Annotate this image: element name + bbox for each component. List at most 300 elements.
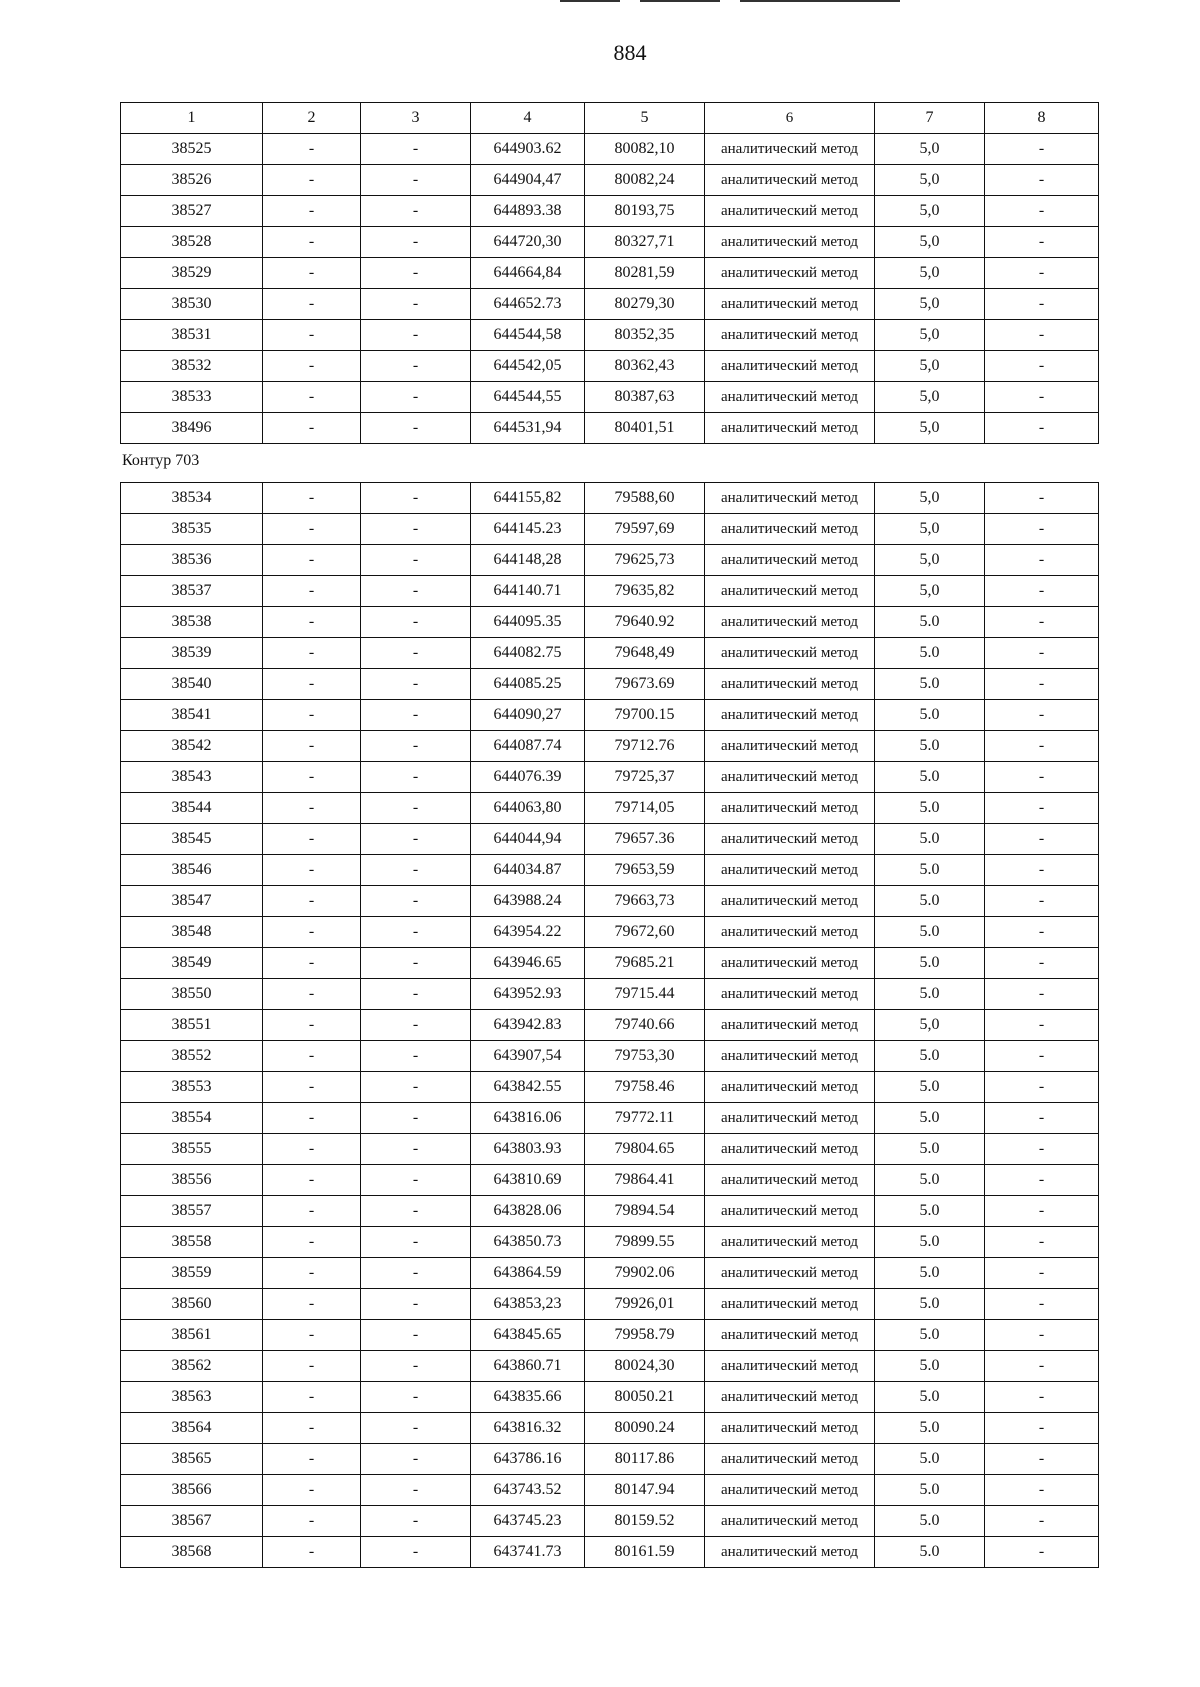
table-cell: аналитический метод bbox=[705, 1475, 875, 1506]
table-cell: - bbox=[263, 514, 361, 545]
table-cell: - bbox=[263, 134, 361, 165]
table-row bbox=[121, 483, 1099, 514]
table-cell: - bbox=[263, 1320, 361, 1351]
table-cell: аналитический метод bbox=[705, 1320, 875, 1351]
table-cell: 80050.21 bbox=[585, 1382, 705, 1413]
coordinates-table bbox=[120, 102, 1099, 444]
table-cell: - bbox=[985, 1103, 1099, 1134]
table-cell: - bbox=[985, 917, 1099, 948]
table-cell: - bbox=[361, 886, 471, 917]
table-cell: аналитический метод bbox=[705, 731, 875, 762]
table-cell: - bbox=[361, 227, 471, 258]
table-row bbox=[121, 1196, 1099, 1227]
table-cell: 5,0 bbox=[875, 196, 985, 227]
table-cell: - bbox=[985, 1258, 1099, 1289]
table-cell: 1 bbox=[121, 103, 263, 134]
table-cell: 38545 bbox=[121, 824, 263, 855]
table-cell: - bbox=[263, 576, 361, 607]
table-cell: аналитический метод bbox=[705, 1010, 875, 1041]
table-cell: - bbox=[263, 351, 361, 382]
table-cell: - bbox=[263, 917, 361, 948]
table-cell: - bbox=[985, 413, 1099, 444]
table-cell: 79758.46 bbox=[585, 1072, 705, 1103]
table-cell: - bbox=[263, 824, 361, 855]
table-cell: 643835.66 bbox=[471, 1382, 585, 1413]
table-cell: 38546 bbox=[121, 855, 263, 886]
table-row bbox=[121, 1072, 1099, 1103]
table-cell: - bbox=[361, 289, 471, 320]
table-cell: - bbox=[361, 948, 471, 979]
table-cell: аналитический метод bbox=[705, 855, 875, 886]
table-cell: - bbox=[263, 1351, 361, 1382]
table-cell: - bbox=[361, 1475, 471, 1506]
table-cell: 5,0 bbox=[875, 382, 985, 413]
table-cell: - bbox=[361, 514, 471, 545]
table-cell: 38528 bbox=[121, 227, 263, 258]
table-cell: 5.0 bbox=[875, 1103, 985, 1134]
table-cell: - bbox=[985, 1165, 1099, 1196]
table-cell: 5,0 bbox=[875, 289, 985, 320]
table-cell: 38553 bbox=[121, 1072, 263, 1103]
table-cell: 79715.44 bbox=[585, 979, 705, 1010]
table-cell: аналитический метод bbox=[705, 258, 875, 289]
table-cell: - bbox=[361, 700, 471, 731]
table-cell: 643816.06 bbox=[471, 1103, 585, 1134]
table-cell: аналитический метод bbox=[705, 1165, 875, 1196]
table-cell: 80327,71 bbox=[585, 227, 705, 258]
table-cell: аналитический метод bbox=[705, 1444, 875, 1475]
table-row bbox=[121, 793, 1099, 824]
table-cell: 38561 bbox=[121, 1320, 263, 1351]
table-cell: 80147.94 bbox=[585, 1475, 705, 1506]
table-cell: аналитический метод bbox=[705, 1351, 875, 1382]
table-cell: 5 bbox=[585, 103, 705, 134]
table-cell: 5.0 bbox=[875, 1072, 985, 1103]
table-row bbox=[121, 351, 1099, 382]
table-cell: - bbox=[361, 855, 471, 886]
table-cell: 5.0 bbox=[875, 700, 985, 731]
table-cell: 5.0 bbox=[875, 1444, 985, 1475]
table-cell: 5.0 bbox=[875, 1196, 985, 1227]
table-cell: аналитический метод bbox=[705, 1041, 875, 1072]
table-cell: - bbox=[985, 762, 1099, 793]
table-row bbox=[121, 1475, 1099, 1506]
table-cell: - bbox=[263, 258, 361, 289]
table-cell: 79894.54 bbox=[585, 1196, 705, 1227]
table-cell: 5,0 bbox=[875, 134, 985, 165]
table-cell: 80161.59 bbox=[585, 1537, 705, 1568]
table-cell: - bbox=[985, 1072, 1099, 1103]
table-cell: 5,0 bbox=[875, 413, 985, 444]
table-cell: - bbox=[263, 1072, 361, 1103]
table-cell: 79663,73 bbox=[585, 886, 705, 917]
table-cell: 38536 bbox=[121, 545, 263, 576]
table-cell: - bbox=[985, 382, 1099, 413]
table-cell: - bbox=[263, 762, 361, 793]
table-cell: - bbox=[361, 1382, 471, 1413]
table-cell: 79673.69 bbox=[585, 669, 705, 700]
table-cell: 643954.22 bbox=[471, 917, 585, 948]
table-cell: 644082.75 bbox=[471, 638, 585, 669]
table-cell: - bbox=[263, 1196, 361, 1227]
table-row bbox=[121, 762, 1099, 793]
table-cell: 643907,54 bbox=[471, 1041, 585, 1072]
table-cell: 5.0 bbox=[875, 1351, 985, 1382]
table-row bbox=[121, 1103, 1099, 1134]
table-cell: - bbox=[985, 196, 1099, 227]
table-cell: - bbox=[985, 1041, 1099, 1072]
table-cell: 38542 bbox=[121, 731, 263, 762]
table-row bbox=[121, 1382, 1099, 1413]
table-cell: 79672,60 bbox=[585, 917, 705, 948]
table-cell: аналитический метод bbox=[705, 1537, 875, 1568]
table-cell: 79899.55 bbox=[585, 1227, 705, 1258]
table-row bbox=[121, 1351, 1099, 1382]
table-cell: 38549 bbox=[121, 948, 263, 979]
table-cell: 79700.15 bbox=[585, 700, 705, 731]
table-cell: - bbox=[263, 1258, 361, 1289]
table-cell: 5,0 bbox=[875, 576, 985, 607]
table-cell: 38539 bbox=[121, 638, 263, 669]
page-number: 884 bbox=[613, 40, 647, 65]
table-cell: - bbox=[263, 638, 361, 669]
table-cell: 80362,43 bbox=[585, 351, 705, 382]
table-cell: 38565 bbox=[121, 1444, 263, 1475]
table-row bbox=[121, 979, 1099, 1010]
table-cell: - bbox=[985, 514, 1099, 545]
top-rule bbox=[640, 0, 720, 2]
table-cell: 644664,84 bbox=[471, 258, 585, 289]
table-cell: - bbox=[985, 1537, 1099, 1568]
table-cell: 643942.83 bbox=[471, 1010, 585, 1041]
table-cell: 5.0 bbox=[875, 762, 985, 793]
table-cell: 80159.52 bbox=[585, 1506, 705, 1537]
table-row bbox=[121, 1165, 1099, 1196]
table-cell: - bbox=[263, 165, 361, 196]
table-cell: аналитический метод bbox=[705, 1227, 875, 1258]
table-cell: - bbox=[263, 227, 361, 258]
table-cell: - bbox=[263, 1475, 361, 1506]
table-cell: - bbox=[985, 134, 1099, 165]
table-cell: - bbox=[985, 1289, 1099, 1320]
table-cell: 38543 bbox=[121, 762, 263, 793]
table-cell: 5,0 bbox=[875, 165, 985, 196]
table-cell: 644155,82 bbox=[471, 483, 585, 514]
table-cell: - bbox=[985, 669, 1099, 700]
table-cell: аналитический метод bbox=[705, 638, 875, 669]
table-cell: 644893.38 bbox=[471, 196, 585, 227]
table-cell: - bbox=[985, 1475, 1099, 1506]
table-row bbox=[121, 886, 1099, 917]
table-row bbox=[121, 669, 1099, 700]
table-cell: - bbox=[361, 1444, 471, 1475]
table-cell: - bbox=[361, 607, 471, 638]
table-cell: 5.0 bbox=[875, 1227, 985, 1258]
table-cell: 79725,37 bbox=[585, 762, 705, 793]
table-cell: 38560 bbox=[121, 1289, 263, 1320]
table-cell: 644145.23 bbox=[471, 514, 585, 545]
table-cell: 38532 bbox=[121, 351, 263, 382]
table-cell: - bbox=[985, 1196, 1099, 1227]
table-cell: - bbox=[263, 731, 361, 762]
table-cell: - bbox=[263, 1227, 361, 1258]
table-cell: 38538 bbox=[121, 607, 263, 638]
table-cell: 643803.93 bbox=[471, 1134, 585, 1165]
table-cell: - bbox=[361, 1103, 471, 1134]
table-cell: 644544,58 bbox=[471, 320, 585, 351]
table-cell: - bbox=[985, 576, 1099, 607]
table-cell: 79625,73 bbox=[585, 545, 705, 576]
table-cell: 5.0 bbox=[875, 1041, 985, 1072]
table-row bbox=[121, 1010, 1099, 1041]
table-cell: - bbox=[985, 1320, 1099, 1351]
table-cell: - bbox=[985, 545, 1099, 576]
table-row bbox=[121, 824, 1099, 855]
table-cell: аналитический метод bbox=[705, 917, 875, 948]
table-cell: - bbox=[361, 731, 471, 762]
table-cell: - bbox=[985, 1382, 1099, 1413]
table-cell: 38555 bbox=[121, 1134, 263, 1165]
table-cell: 644044,94 bbox=[471, 824, 585, 855]
table-cell: 5,0 bbox=[875, 545, 985, 576]
table-cell: 5.0 bbox=[875, 855, 985, 886]
table-cell: 38567 bbox=[121, 1506, 263, 1537]
table-cell: - bbox=[263, 196, 361, 227]
table-cell: 38558 bbox=[121, 1227, 263, 1258]
table-cell: 644095.35 bbox=[471, 607, 585, 638]
table-cell: 38533 bbox=[121, 382, 263, 413]
table-cell: 643828.06 bbox=[471, 1196, 585, 1227]
table-cell: аналитический метод bbox=[705, 227, 875, 258]
table-cell: - bbox=[361, 1537, 471, 1568]
table-cell: - bbox=[361, 483, 471, 514]
table-cell: 38562 bbox=[121, 1351, 263, 1382]
table-cell: 5.0 bbox=[875, 793, 985, 824]
table-cell: 5.0 bbox=[875, 948, 985, 979]
table-cell: - bbox=[985, 1134, 1099, 1165]
contour-703-table bbox=[120, 482, 1099, 1568]
table-cell: 5,0 bbox=[875, 351, 985, 382]
table-row bbox=[121, 638, 1099, 669]
table-cell: 38527 bbox=[121, 196, 263, 227]
table-cell: 644904,47 bbox=[471, 165, 585, 196]
table-cell: 38537 bbox=[121, 576, 263, 607]
table-row bbox=[121, 1413, 1099, 1444]
table-cell: - bbox=[985, 483, 1099, 514]
table-row bbox=[121, 855, 1099, 886]
table-cell: - bbox=[985, 258, 1099, 289]
table-cell: - bbox=[361, 351, 471, 382]
table-cell: - bbox=[263, 1165, 361, 1196]
table-cell: - bbox=[263, 1289, 361, 1320]
table-cell: - bbox=[985, 607, 1099, 638]
table-cell: - bbox=[263, 886, 361, 917]
table-cell: - bbox=[263, 1444, 361, 1475]
table-row bbox=[121, 1320, 1099, 1351]
table-cell: 5.0 bbox=[875, 1413, 985, 1444]
table-row bbox=[121, 576, 1099, 607]
table-row bbox=[121, 917, 1099, 948]
table-cell: 643864.59 bbox=[471, 1258, 585, 1289]
table-cell: 643743.52 bbox=[471, 1475, 585, 1506]
table-cell: 5.0 bbox=[875, 1258, 985, 1289]
table-cell: аналитический метод bbox=[705, 514, 875, 545]
table-cell: - bbox=[985, 979, 1099, 1010]
table-cell: - bbox=[361, 545, 471, 576]
table-cell: - bbox=[361, 1196, 471, 1227]
table-cell: аналитический метод bbox=[705, 351, 875, 382]
table-cell: аналитический метод bbox=[705, 1134, 875, 1165]
table-cell: 79648,49 bbox=[585, 638, 705, 669]
table-cell: 644903.62 bbox=[471, 134, 585, 165]
table-cell: 643816.32 bbox=[471, 1413, 585, 1444]
table-cell: 644544,55 bbox=[471, 382, 585, 413]
table-cell: аналитический метод bbox=[705, 762, 875, 793]
table-cell: - bbox=[263, 669, 361, 700]
table-cell: 644085.25 bbox=[471, 669, 585, 700]
table-cell: 5.0 bbox=[875, 886, 985, 917]
table-row bbox=[121, 545, 1099, 576]
table-cell: 643845.65 bbox=[471, 1320, 585, 1351]
table-cell: 80117.86 bbox=[585, 1444, 705, 1475]
table-cell: - bbox=[263, 700, 361, 731]
table-cell: - bbox=[985, 165, 1099, 196]
table-cell: 5,0 bbox=[875, 258, 985, 289]
table-cell: 80352,35 bbox=[585, 320, 705, 351]
table-cell: 38534 bbox=[121, 483, 263, 514]
table-cell: 79597,69 bbox=[585, 514, 705, 545]
table-cell: аналитический метод bbox=[705, 700, 875, 731]
table-cell: аналитический метод bbox=[705, 1382, 875, 1413]
table-cell: аналитический метод bbox=[705, 134, 875, 165]
table-cell: - bbox=[361, 258, 471, 289]
table-cell: 644140.71 bbox=[471, 576, 585, 607]
table-cell: - bbox=[361, 1041, 471, 1072]
table-cell: - bbox=[361, 165, 471, 196]
table-cell: аналитический метод bbox=[705, 886, 875, 917]
table-cell: 3 bbox=[361, 103, 471, 134]
table-cell: - bbox=[263, 1382, 361, 1413]
table-cell: - bbox=[985, 289, 1099, 320]
table-cell: - bbox=[361, 576, 471, 607]
table-cell: 80401,51 bbox=[585, 413, 705, 444]
table-cell: 80279,30 bbox=[585, 289, 705, 320]
table-cell: 79653,59 bbox=[585, 855, 705, 886]
table-cell: 643741.73 bbox=[471, 1537, 585, 1568]
table-cell: 644148,28 bbox=[471, 545, 585, 576]
table-cell: 38548 bbox=[121, 917, 263, 948]
table-cell: - bbox=[263, 545, 361, 576]
table-cell: 38564 bbox=[121, 1413, 263, 1444]
table-cell: - bbox=[985, 1227, 1099, 1258]
table-cell: 80281,59 bbox=[585, 258, 705, 289]
table-cell: 5.0 bbox=[875, 1289, 985, 1320]
table-row bbox=[121, 1444, 1099, 1475]
table-cell: - bbox=[263, 793, 361, 824]
table-cell: 38529 bbox=[121, 258, 263, 289]
table-cell: 38530 bbox=[121, 289, 263, 320]
table-cell: 5.0 bbox=[875, 979, 985, 1010]
table-cell: 38541 bbox=[121, 700, 263, 731]
table-cell: 79958.79 bbox=[585, 1320, 705, 1351]
table-cell: 5.0 bbox=[875, 1320, 985, 1351]
table-cell: 644034.87 bbox=[471, 855, 585, 886]
table-cell: - bbox=[985, 1351, 1099, 1382]
table-cell: - bbox=[361, 320, 471, 351]
table-cell: - bbox=[263, 289, 361, 320]
table-cell: - bbox=[361, 979, 471, 1010]
table-row bbox=[121, 731, 1099, 762]
table-cell: 79635,82 bbox=[585, 576, 705, 607]
table-cell: аналитический метод bbox=[705, 320, 875, 351]
table-cell: - bbox=[985, 700, 1099, 731]
table-cell: - bbox=[263, 855, 361, 886]
table-cell: 644076.39 bbox=[471, 762, 585, 793]
table-cell: аналитический метод bbox=[705, 289, 875, 320]
table-row bbox=[121, 1227, 1099, 1258]
table-row bbox=[121, 1289, 1099, 1320]
table-cell: - bbox=[361, 638, 471, 669]
table-cell: - bbox=[263, 1134, 361, 1165]
table-cell: аналитический метод bbox=[705, 1258, 875, 1289]
table-row bbox=[121, 700, 1099, 731]
table-row bbox=[121, 948, 1099, 979]
table-cell: - bbox=[263, 979, 361, 1010]
table-cell: 4 bbox=[471, 103, 585, 134]
table-cell: 38547 bbox=[121, 886, 263, 917]
table-cell: - bbox=[985, 1506, 1099, 1537]
table-row bbox=[121, 258, 1099, 289]
table-cell: 5.0 bbox=[875, 669, 985, 700]
table-cell: 38559 bbox=[121, 1258, 263, 1289]
table-cell: 80082,10 bbox=[585, 134, 705, 165]
table-cell: аналитический метод bbox=[705, 576, 875, 607]
table-cell: 643842.55 bbox=[471, 1072, 585, 1103]
table-cell: - bbox=[361, 1413, 471, 1444]
table-cell: - bbox=[361, 1227, 471, 1258]
table-cell: 79753,30 bbox=[585, 1041, 705, 1072]
table-cell: 80193,75 bbox=[585, 196, 705, 227]
top-rule bbox=[740, 0, 900, 2]
table-cell: - bbox=[361, 1506, 471, 1537]
table-cell: - bbox=[985, 638, 1099, 669]
table-cell: 644720,30 bbox=[471, 227, 585, 258]
table-cell: - bbox=[263, 607, 361, 638]
table-row bbox=[121, 289, 1099, 320]
table-cell: 644090,27 bbox=[471, 700, 585, 731]
table-row bbox=[121, 165, 1099, 196]
table-row bbox=[121, 1506, 1099, 1537]
table-cell: 643853,23 bbox=[471, 1289, 585, 1320]
contour-label: Контур 703 bbox=[122, 452, 200, 469]
table-cell: 644063,80 bbox=[471, 793, 585, 824]
table-cell: аналитический метод bbox=[705, 669, 875, 700]
table-row bbox=[121, 1134, 1099, 1165]
table-cell: 5.0 bbox=[875, 824, 985, 855]
table-cell: 644531,94 bbox=[471, 413, 585, 444]
table-cell: 79712.76 bbox=[585, 731, 705, 762]
table-cell: - bbox=[263, 1413, 361, 1444]
table-cell: 38526 bbox=[121, 165, 263, 196]
table-cell: - bbox=[985, 227, 1099, 258]
table-cell: 5.0 bbox=[875, 1134, 985, 1165]
table-cell: 643946.65 bbox=[471, 948, 585, 979]
table-cell: 38554 bbox=[121, 1103, 263, 1134]
table-header-row bbox=[121, 103, 1099, 134]
table-cell: 79657.36 bbox=[585, 824, 705, 855]
table-cell: аналитический метод bbox=[705, 483, 875, 514]
table-row bbox=[121, 1537, 1099, 1568]
